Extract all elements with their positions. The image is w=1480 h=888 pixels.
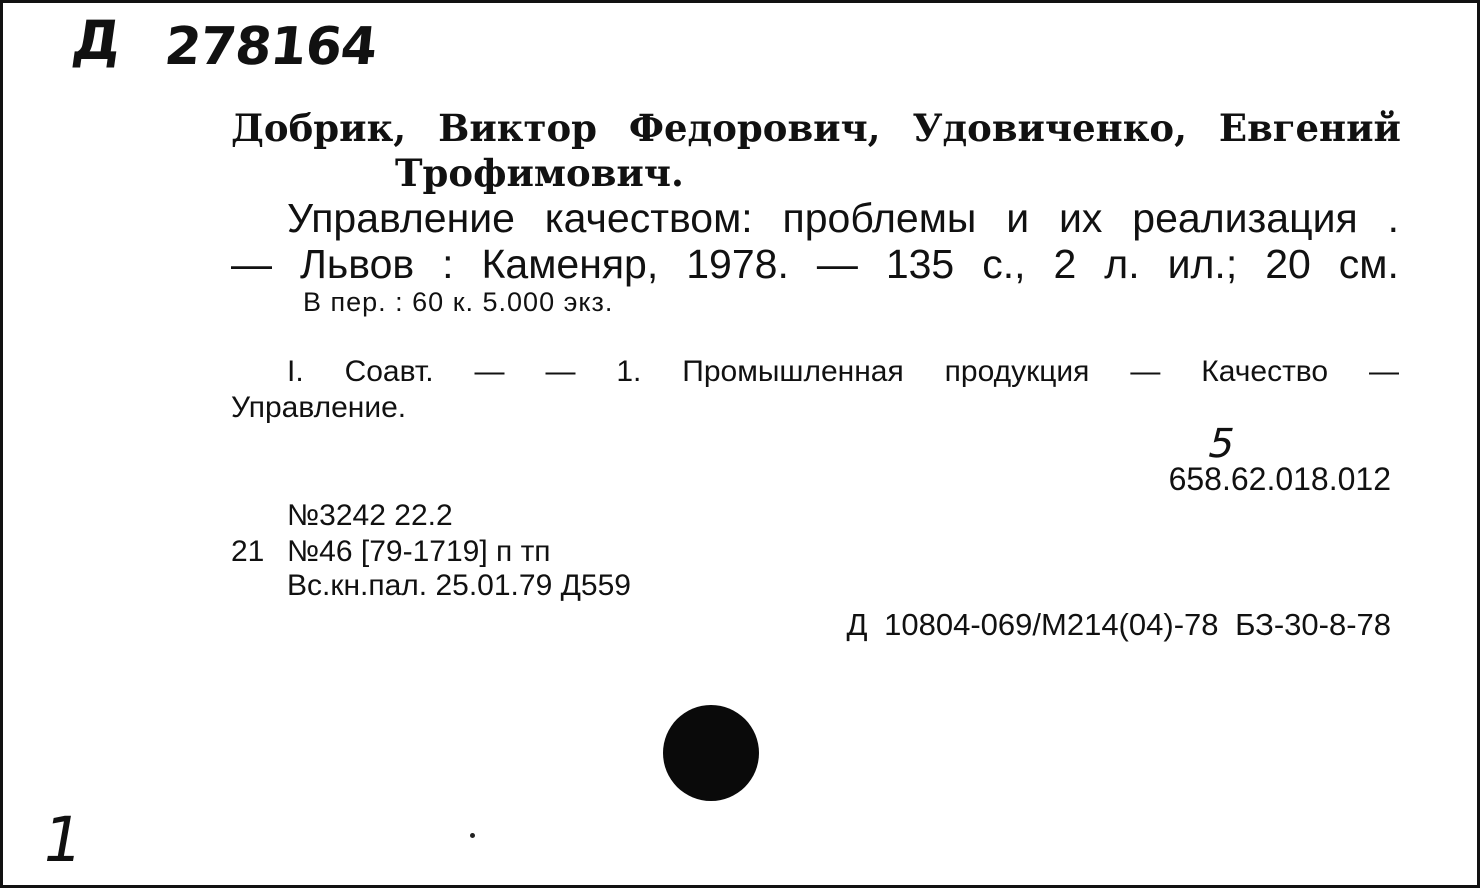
statistics-text: №46 [79-1719] п тп — [287, 535, 551, 568]
title-word: проблемы — [782, 195, 977, 241]
imprint-word: 135 — [885, 241, 955, 287]
title-word: качеством: — [544, 195, 753, 241]
tracing-word: — — [1130, 355, 1161, 388]
tracing-word: I. — [287, 355, 304, 388]
imprint-word: : — [442, 241, 454, 287]
imprint-word: Львов — [299, 241, 415, 287]
author-word: Евгений — [1218, 106, 1401, 150]
imprint-word: ил.; — [1167, 241, 1238, 287]
handwritten-inventory-number: 278164 — [161, 17, 380, 77]
title-word: . — [1387, 195, 1399, 241]
authors-line-2: Трофимович. — [395, 151, 684, 195]
tracing-line-1 — [287, 355, 1399, 389]
imprint-word: л. — [1104, 241, 1140, 287]
authors-line-1 — [231, 103, 1401, 153]
imprint-word: см. — [1338, 241, 1399, 287]
price-line: В пер. : 60 к. 5.000 экз. — [303, 287, 614, 317]
tracing-word: Соавт. — [344, 355, 434, 388]
tracing-word: — — [474, 355, 505, 388]
imprint-word: Каменяр, — [481, 241, 659, 287]
tracing-word: продукция — [944, 355, 1090, 388]
title-word: их — [1059, 195, 1103, 241]
handwritten-index-mark: 1 — [36, 803, 89, 876]
handwritten-correction-digit: 5 — [1203, 421, 1241, 467]
statistics-line-3: Вс.кн.пал. 25.01.79 Д559 — [287, 569, 631, 602]
statistics-line-2 — [231, 535, 551, 569]
ink-speck — [470, 833, 475, 838]
imprint-word: 20 — [1265, 241, 1311, 287]
imprint-line — [231, 239, 1399, 289]
title-line-1 — [287, 193, 1399, 243]
imprint-word: — — [816, 241, 858, 287]
tracing-word: — — [1369, 355, 1399, 388]
tracing-word: — — [545, 355, 576, 388]
tracing-word: 1. — [616, 355, 642, 388]
imprint-word: 1978. — [686, 241, 789, 287]
statistics-line-1: №3242 22.2 — [287, 499, 453, 532]
punch-hole — [663, 705, 759, 801]
title-word: реализация — [1132, 195, 1358, 241]
author-word: Удовиченко, — [912, 106, 1187, 150]
tracing-line-2: Управление. — [231, 391, 407, 424]
tracing-word: Промышленная — [682, 355, 904, 388]
imprint-word: с., — [982, 241, 1026, 287]
handwritten-prefix: Д — [68, 9, 126, 72]
author-word: Виктор — [438, 106, 597, 150]
author-word: Добрик, — [231, 106, 407, 150]
imprint-word: 2 — [1053, 241, 1077, 287]
publisher-code: Д 10804-069/М214(04)-78 БЗ-30-8-78 — [846, 607, 1391, 642]
author-word: Федорович, — [628, 106, 881, 150]
udc-number: 658.62.018.012 — [1168, 461, 1391, 497]
imprint-word: — — [231, 241, 272, 287]
title-word: Управление — [287, 195, 515, 241]
title-word: и — [1006, 195, 1030, 241]
tracing-word: Качество — [1201, 355, 1329, 388]
statistics-lead: 21 — [231, 535, 265, 568]
